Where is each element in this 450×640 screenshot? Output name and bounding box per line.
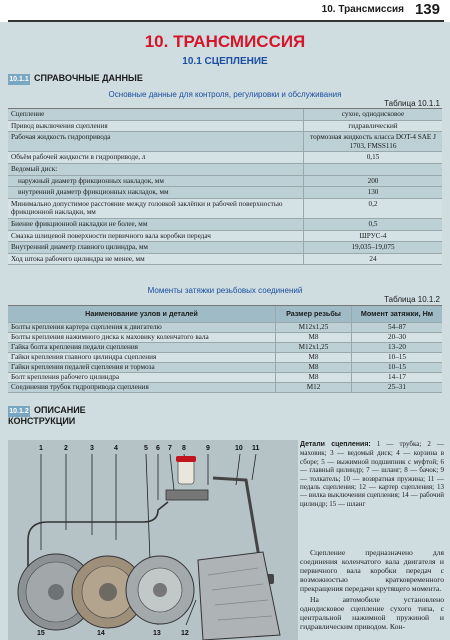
- paragraph: На автомобиле установлено однодисковое сцепление сухого типа, с центральной нажимной пружиной и гидравлическим приводом. Кон-: [300, 595, 444, 631]
- column-header: Размер резьбы: [276, 306, 352, 322]
- table-row: Гайки крепления главного цилиндра сцепления M8 10–15: [8, 353, 442, 363]
- label-6: 6: [156, 445, 160, 452]
- table-row: Болт крепления рабочего цилиндра M8 14–17: [8, 373, 442, 383]
- section-2-title-line1: ОПИСАНИЕ: [34, 405, 86, 415]
- table2-number: Таблица 10.1.2: [384, 295, 440, 304]
- table-header-row: [8, 306, 442, 323]
- page-header: [0, 0, 450, 22]
- section-subtitle: 10.1 СЦЕПЛЕНИЕ: [182, 56, 268, 67]
- section-2-number: 10.1.2: [9, 408, 29, 415]
- table2-caption: Моменты затяжки резьбовых соединений: [147, 286, 303, 295]
- label-2: 2: [64, 445, 68, 452]
- table-row: Болты крепления нажимного диска к маховику коленчатого вала M8 20–30: [8, 333, 442, 343]
- table-row: Сцепление сухое, однодисковое: [8, 109, 442, 121]
- description-text: [300, 548, 444, 633]
- table-row: Биение фрикционной накладки не более, мм 0,5: [8, 219, 442, 231]
- label-12: 12: [181, 630, 189, 637]
- header-page-number: 139: [414, 1, 440, 18]
- header-rule: [8, 20, 444, 22]
- label-4: 4: [114, 445, 118, 452]
- chapter-title: 10. ТРАНСМИССИЯ: [144, 32, 306, 51]
- section-2-title-line2: КОНСТРУКЦИИ: [8, 416, 76, 426]
- table-row: Смазка шлицевой поверхности первичного вала коробки передач ШРУС-4: [8, 231, 442, 243]
- label-13: 13: [153, 630, 161, 637]
- parts-legend-heading: Детали сцепления:: [300, 441, 371, 448]
- table-row: Рабочая жидкость гидропривода тормозная жидкость класса DOT-4 SAE J 1703, FMSS116: [8, 132, 442, 152]
- reservoir: [178, 460, 194, 484]
- label-15: 15: [37, 630, 45, 637]
- label-11: 11: [252, 445, 260, 452]
- parts-legend: [300, 440, 444, 508]
- column-header: Наименование узлов и деталей: [8, 306, 276, 322]
- label-14: 14: [97, 630, 105, 637]
- section-1-title: СПРАВОЧНЫЕ ДАННЫЕ: [34, 73, 143, 83]
- label-3: 3: [90, 445, 94, 452]
- table-row: Внутренний диаметр главного цилиндра, мм 19,035–19,075: [8, 242, 442, 254]
- table-row: Ход штока рабочего цилиндра не менее, мм 24: [8, 254, 442, 266]
- table-row: Ведомый диск:: [8, 164, 442, 176]
- table-row: внутренний диаметр фрикционных накладок, мм 130: [8, 187, 442, 199]
- label-8: 8: [182, 445, 186, 452]
- column-header: Момент затяжки, Нм: [360, 309, 434, 318]
- parts-legend-text: 1 — трубка; 2 — маховик; 3 — ведомый диск; 4 — корзина в сборе; 5 — выжимной подшипник с муфтой; 6 — главный цилиндр; 7 — шланг; 8 — бачок; 9 — толкатель; 10 — возвратная пружина; 11 — педаль сцепления; 12 — картер сцепления; 13 — вилка выключения сцепления; 14 — рабочий цилиндр; 15 — шланг: [300, 440, 444, 508]
- master-cylinder: [166, 490, 208, 500]
- label-7: 7: [168, 445, 172, 452]
- label-10: 10: [235, 445, 243, 452]
- table-row: Гайки крепления педалей сцепления и тормоза M8 10–15: [8, 363, 442, 373]
- table1-number: Таблица 10.1.1: [384, 99, 440, 108]
- paragraph: Сцепление предназначено для соединения коленчатого вала двигателя и первичного вала коробки передач с возможностью кратковременного прекращения передачи крутящего момента.: [300, 548, 444, 593]
- label-1: 1: [39, 445, 43, 452]
- table-row: Минимально допустимое расстояние между головкой заклёпки и рабочей поверхностью фрикционной накладки, мм 0,2: [8, 199, 442, 219]
- table-row: Объём рабочей жидкости в гидроприводе, л 0,15: [8, 152, 442, 164]
- torque-table: [8, 305, 442, 393]
- label-9: 9: [206, 445, 210, 452]
- clutch-illustration: [8, 440, 298, 640]
- header-chapter: 10. Трансмиссия: [321, 4, 404, 15]
- table-row: Гайка болта крепления педали сцепления M12x1,25 13–20: [8, 343, 442, 353]
- label-5: 5: [144, 445, 148, 452]
- table-row: Болты крепления картера сцепления к двигателю M12x1,25 54–87: [8, 323, 442, 333]
- clutch-diagram: [8, 440, 298, 640]
- table-row: Привод выключения сцепления гидравлический: [8, 121, 442, 133]
- spec-table: [8, 108, 442, 265]
- table1-caption: Основные данные для контроля, регулировки и обслуживания: [108, 90, 342, 99]
- section-1-number: 10.1.1: [9, 76, 29, 83]
- table-row: наружный диаметр фрикционных накладок, мм 200: [8, 176, 442, 188]
- table-row: Соединения трубок гидропривода сцепления M12 25–31: [8, 383, 442, 393]
